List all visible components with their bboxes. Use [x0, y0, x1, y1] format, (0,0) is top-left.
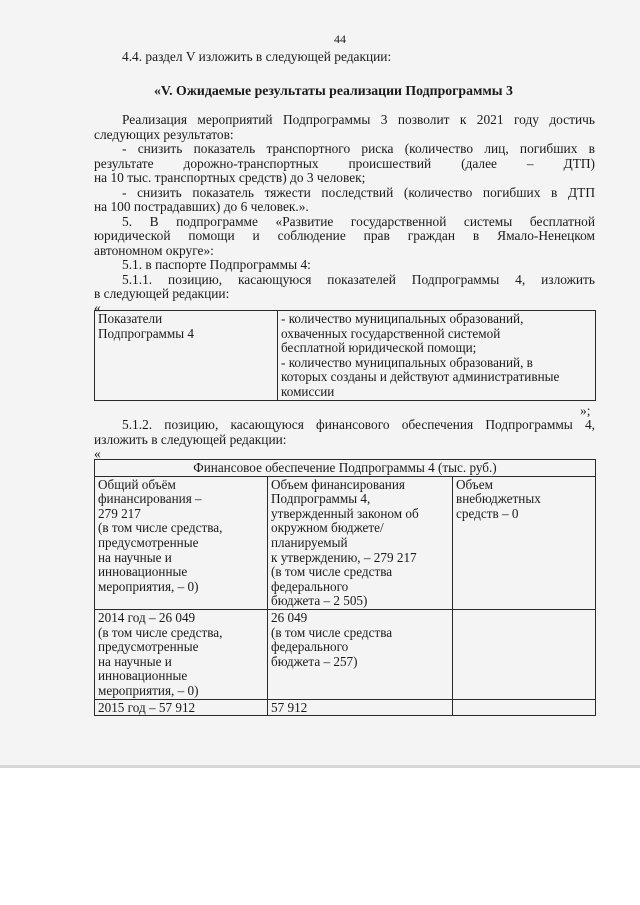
item-5-1-1-line: в следующей редакции: [94, 286, 230, 301]
bullet-line: результате дорожно-транспортных происшествий (далее – ДТП) [94, 156, 595, 171]
financing-table [94, 459, 596, 716]
financing-cell [453, 609, 596, 699]
financing-cell: Объем финансирования Подпрограммы 4, утвержденный законом об окружном бюджете/ планируемый к утверждению, – 279 217 (в том числе средства федерального бюджета – 2 505) [268, 476, 453, 609]
financing-cell [453, 699, 596, 716]
bullet-line: на 10 тыс. транспортных средств) до 3 человек; [94, 170, 366, 185]
open-quote: « [94, 446, 101, 461]
item-5-1-2-line: 5.1.2. позицию, касающуюся финансового обеспечения Подпрограммы 4, [122, 417, 595, 432]
financing-cell: 2014 год – 26 049 (в том числе средства, предусмотренные на научные и инновационные мероприятия, – 0) [95, 609, 268, 699]
item-5-line: автономном округе»: [94, 243, 214, 258]
open-quote: « [94, 300, 101, 315]
paragraph-line: Реализация мероприятий Подпрограммы 3 позволит к 2021 году достичь [122, 112, 595, 127]
indicators-label-cell: Показатели Подпрограммы 4 [95, 311, 278, 401]
financing-cell: 57 912 [268, 699, 453, 716]
item-5-line: 5. В подпрограмме «Развитие государственной системы бесплатной [122, 214, 595, 229]
item-5-1-1-line: 5.1.1. позицию, касающуюся показателей Подпрограммы 4, изложить [122, 272, 595, 287]
financing-cell: Общий объём финансирования – 279 217 (в том числе средства, предусмотренные на научные и инновационные мероприятия, – 0) [95, 476, 268, 609]
indicators-value-cell: - количество муниципальных образований, охваченных государственной системой бесплатной юридической помощи; - количество муниципальных образований, в которых созданы и действуют административные комиссии [278, 311, 596, 401]
financing-cell: 2015 год – 57 912 [95, 699, 268, 716]
bullet-line: на 100 пострадавших) до 6 человек.». [94, 199, 309, 214]
page-edge [0, 765, 640, 768]
item-5-line: юридической помощи и соблюдение прав граждан в Ямало-Ненецком [94, 228, 595, 243]
item-5-1: 5.1. в паспорте Подпрограммы 4: [122, 257, 311, 272]
bullet-line: - снизить показатель тяжести последствий (количество погибших в ДТП [122, 185, 595, 200]
indicators-table [94, 310, 596, 401]
page-number: 44 [334, 32, 346, 46]
section-heading: «V. Ожидаемые результаты реализации Подпрограммы 3 [154, 83, 513, 98]
financing-cell: Объем внебюджетных средств – 0 [453, 476, 596, 609]
financing-cell: 26 049 (в том числе средства федерального бюджета – 257) [268, 609, 453, 699]
financing-table-title: Финансовое обеспечение Подпрограммы 4 (тыс. руб.) [95, 460, 596, 477]
paragraph-line: следующих результатов: [94, 127, 234, 142]
bullet-line: - снизить показатель транспортного риска (количество лиц, погибших в [122, 141, 595, 156]
item-5-1-2-line: изложить в следующей редакции: [94, 432, 287, 447]
item-4-4: 4.4. раздел V изложить в следующей редакции: [122, 49, 392, 64]
close-quote: »; [580, 403, 591, 418]
